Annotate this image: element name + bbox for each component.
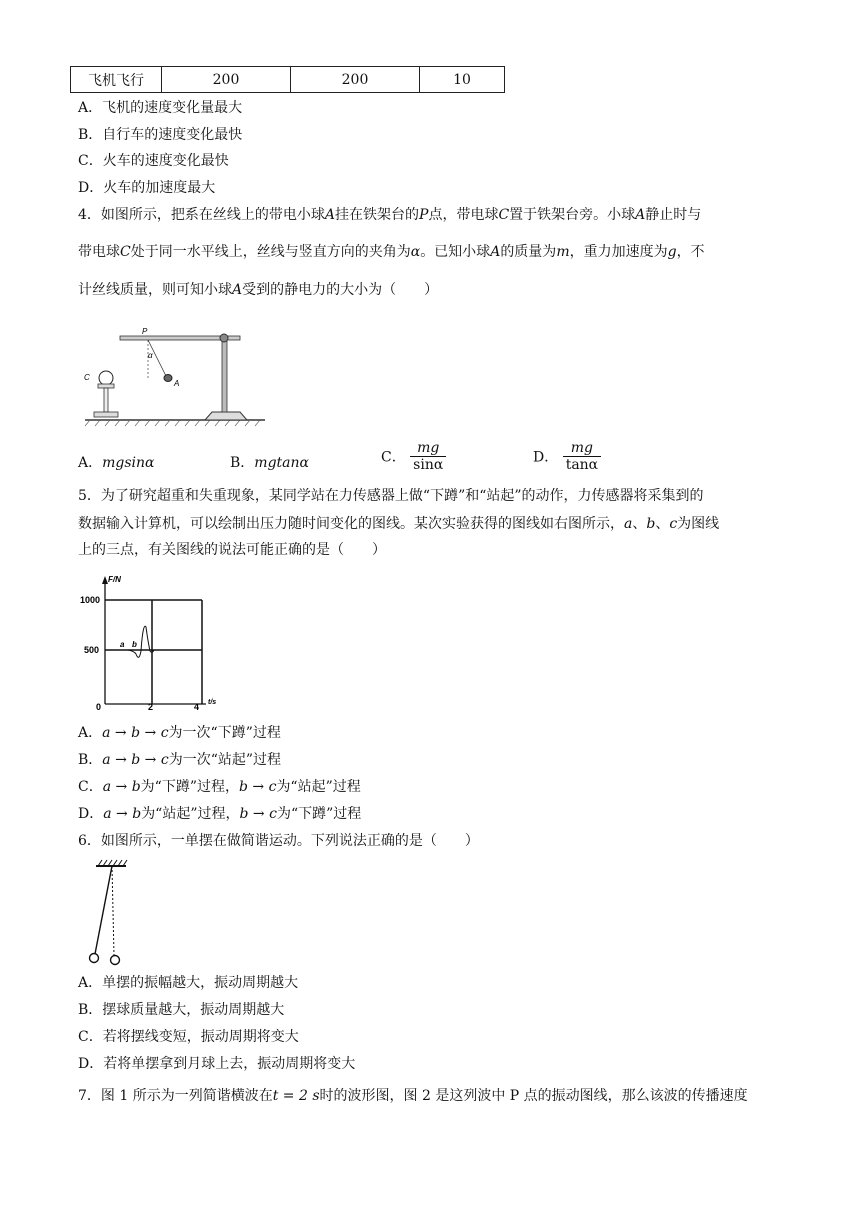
fraction [410, 440, 446, 473]
label-alpha: α [148, 351, 153, 360]
q5-option-d [78, 805, 361, 823]
expr: t = 2 s [272, 1088, 320, 1104]
q5-stem-line2 [78, 515, 719, 533]
q6-option-b: B．摆球质量越大，振动周期越大 [78, 1002, 285, 1018]
label-P: P [142, 327, 148, 336]
var-A: A [232, 282, 243, 298]
text: 置于铁架台旁。小球 [509, 207, 636, 223]
q3-option-a: A．飞机的速度变化量最大 [78, 100, 243, 116]
var-a: a [624, 516, 633, 532]
option-expr: b → c [239, 779, 277, 795]
option-expr: a → b [103, 806, 142, 822]
option-expr: a → b → c [102, 752, 169, 768]
option-label: D． [78, 806, 104, 822]
var-A: A [635, 207, 646, 223]
data-table [70, 66, 505, 93]
option-expr: mgtanα [254, 455, 309, 471]
text: 的质量为 [500, 244, 557, 260]
q6-stem: 6．如图所示，一单摆在做简谐运动。下列说法正确的是（ ） [78, 833, 479, 849]
table-cell: 200 [291, 67, 420, 93]
q5-option-a [78, 724, 281, 742]
option-expr: b → c [239, 806, 277, 822]
text: 挂在铁架台的 [335, 207, 420, 223]
text: 、 [655, 516, 670, 532]
text: 数据输入计算机，可以绘制出压力随时间变化的图线。某次实验获得的图线如右图所示， [78, 516, 624, 532]
option-text: 为一次“站起”过程 [168, 752, 282, 768]
q5-option-c [78, 778, 361, 796]
table-cell: 10 [420, 67, 505, 93]
q3-option-c: C．火车的速度变化最快 [78, 153, 229, 169]
point-b-label: b [132, 640, 137, 649]
q6-option-a: A．单摆的振幅越大，振动周期越大 [78, 975, 299, 991]
q4-option-b [230, 452, 309, 472]
label-A: A [174, 379, 180, 388]
tick-1000: 1000 [80, 595, 101, 605]
option-label: C． [381, 449, 406, 466]
option-label: A． [78, 455, 103, 471]
option-label: B． [230, 455, 255, 471]
var-m: m [556, 244, 570, 260]
q5-stem-line1: 5．为了研究超重和失重现象，某同学站在力传感器上做“下蹲”和“站起”的动作，力传感器将采集到的 [78, 488, 704, 504]
x-axis-label: t/s [208, 699, 217, 706]
label-C: C [84, 373, 90, 382]
option-text: 为“站起”过程， [141, 806, 240, 822]
y-axis-label: F/N [108, 575, 121, 584]
denominator: tanα [565, 457, 599, 473]
q3-option-d: D．火车的加速度最大 [78, 180, 216, 196]
var-P: P [419, 207, 429, 223]
q6-option-c: C．若将摆线变短，振动周期将变大 [78, 1029, 299, 1045]
tick-4: 4 [194, 702, 200, 712]
option-expr: a → b → c [102, 725, 169, 741]
var-alpha: α [410, 244, 421, 260]
numerator: mg [410, 440, 446, 457]
q6-pendulum-figure [82, 858, 132, 970]
q7-stem [78, 1087, 748, 1105]
table-cell: 200 [162, 67, 291, 93]
var-b: b [646, 516, 656, 532]
text: 为图线 [677, 516, 720, 532]
var-C: C [498, 207, 510, 223]
option-text: 为“下蹲”过程 [276, 806, 362, 822]
q4-option-a [78, 452, 155, 472]
option-label: C． [78, 779, 103, 795]
text: 处于同一水平线上，丝线与竖直方向的夹角为 [130, 244, 411, 260]
q5-stem-line3: 上的三点，有关图线的说法可能正确的是（ ） [78, 542, 386, 558]
fraction [563, 440, 601, 473]
var-c: c [669, 516, 678, 532]
table-cell: 飞机飞行 [71, 67, 162, 93]
option-expr: a → b [102, 779, 141, 795]
tick-0: 0 [96, 702, 102, 712]
text: ，重力加速度为 [569, 244, 668, 260]
tick-2: 2 [148, 702, 154, 712]
q5-force-graph [78, 572, 228, 712]
q4-stem-line2 [78, 243, 705, 261]
option-label: B． [78, 752, 103, 768]
q4-option-d [533, 440, 601, 473]
q4-option-c [381, 440, 446, 473]
denominator: sinα [413, 457, 444, 473]
text: 静止时与 [645, 207, 702, 223]
text: ，不 [676, 244, 705, 260]
text: 7．图 1 所示为一列简谐横波在 [78, 1088, 273, 1104]
var-g: g [667, 244, 677, 260]
option-text: 为一次“下蹲”过程 [168, 725, 281, 741]
text: 时的波形图，图 2 是这列波中 P 点的振动图线，那么该波的传播速度 [319, 1088, 748, 1104]
var-C: C [120, 244, 131, 260]
option-text: 为“站起”过程 [276, 779, 361, 795]
point-a-label: a [120, 640, 125, 649]
text: 。已知小球 [420, 244, 491, 260]
text: 4．如图所示，把系在丝线上的带电小球 [78, 207, 325, 223]
tick-500: 500 [84, 645, 100, 655]
text: 、 [632, 516, 647, 532]
var-A: A [490, 244, 501, 260]
table-row [71, 67, 505, 93]
var-A: A [324, 207, 336, 223]
q6-option-d: D．若将单摆拿到月球上去，振动周期将变大 [78, 1056, 356, 1072]
q4-figure [80, 308, 270, 428]
text: 计丝线质量，则可知小球 [78, 282, 232, 298]
q3-option-b: B．自行车的速度变化最快 [78, 127, 243, 143]
q4-stem-line1 [78, 206, 701, 224]
q5-option-b [78, 751, 281, 769]
text: 带电球 [78, 244, 120, 260]
text: 点，带电球 [428, 207, 499, 223]
text: 受到的静电力的大小为（ ） [242, 282, 439, 298]
q4-stem-line3 [78, 281, 438, 299]
option-label: A． [78, 725, 103, 741]
numerator: mg [563, 440, 601, 457]
option-label: D． [533, 449, 559, 466]
option-expr: mgsinα [102, 455, 155, 471]
option-text: 为“下蹲”过程， [140, 779, 239, 795]
